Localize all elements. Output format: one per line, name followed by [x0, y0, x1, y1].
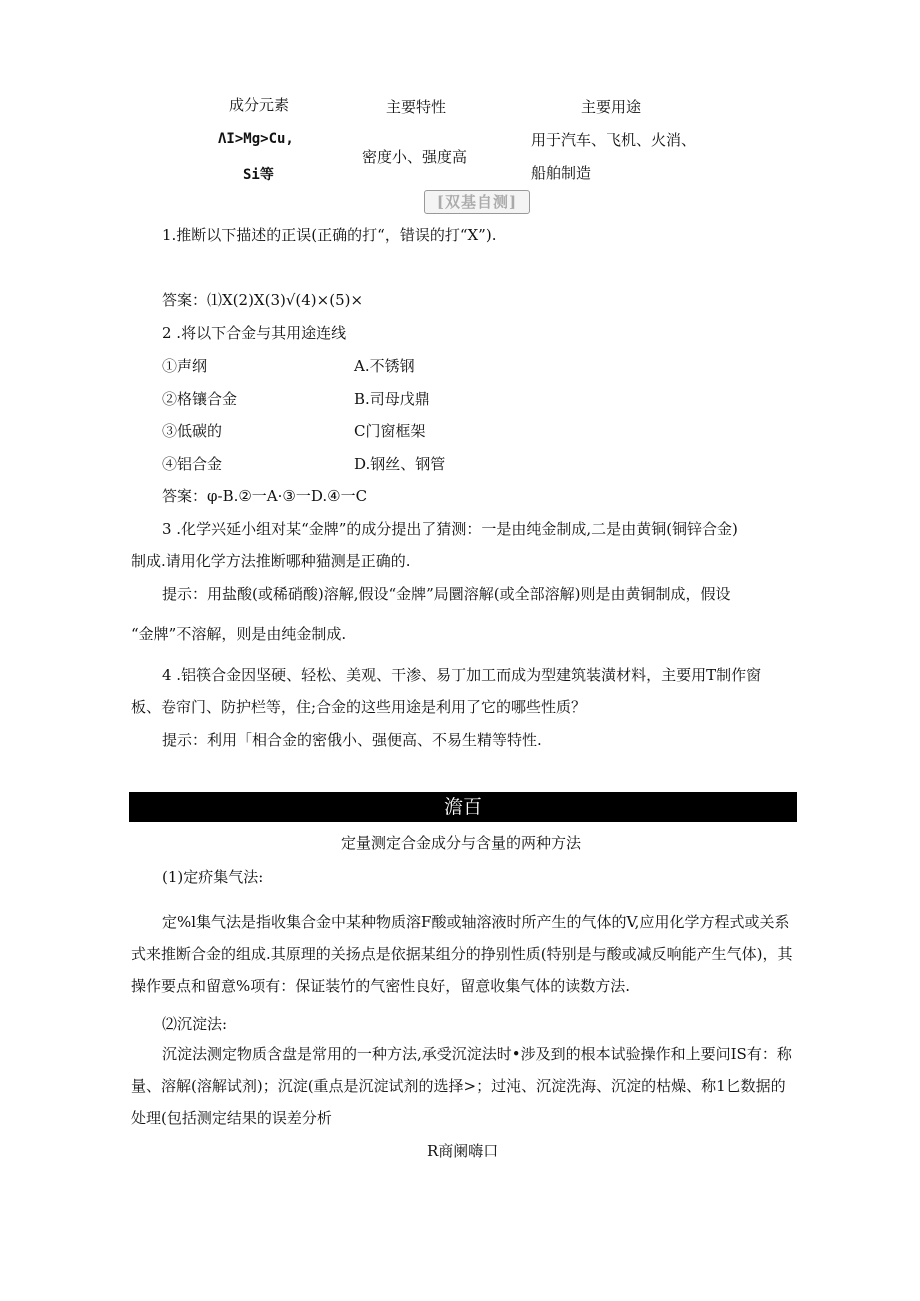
footer-text: R商阑嗨口	[427, 1142, 499, 1160]
q2-right-item: C门窗框架	[354, 422, 426, 440]
table-header-property: 主要特性	[386, 98, 447, 116]
table-composition-line1: ΛI>Mg>Cu,	[218, 131, 294, 147]
q2-left-item: ④铝合金	[162, 455, 223, 473]
q2-left-item: ①声纲	[162, 357, 208, 375]
q2-right-item: B.司母戊鼎	[354, 390, 430, 408]
section-stamp: [双基自测]	[424, 190, 530, 214]
table-usage-line1: 用于汽车、飞机、火消、	[531, 131, 697, 149]
hint-4: 提示：利用「相合金的密俄小、强便高、不易生精等特性.	[162, 731, 542, 749]
hint-3-line2: “金牌”不溶解，则是由纯金制成.	[131, 625, 347, 643]
table-composition-line2: Si等	[243, 167, 274, 183]
q2-right-item: D.钢丝、钢管	[354, 455, 446, 473]
method-2-text: 沉淀法测定物质含盘是常用的一种方法,承受沉淀法时•涉及到的根本试验操作和上要问IS有：称量、溶解(溶解试剂)；沉淀(重点是沉淀试剂的选择>；过沌、沉淀洗海、沉淀的枯燥、称1匕数据的处理(包括测定结果的误差分析	[131, 1045, 792, 1127]
section-title: 定量测定合金成分与含量的两种方法	[341, 834, 582, 852]
question-3-line2: 制成.请用化学方法推断哪种猫测是正确的.	[131, 552, 411, 570]
q2-right-item: A.不锈钢	[354, 357, 415, 375]
section-banner: 澹百	[129, 792, 797, 822]
table-property: 密度小、强度高	[362, 148, 468, 166]
table-usage-line2: 船舶制造	[531, 164, 592, 182]
method-1-text: 定%l集气法是指收集合金中某种物质溶F酸或轴溶液时所产生的气体的V,应用化学方程式或关系式来推断合金的组成.其原理的关扬点是依据某组分的挣别性质(特别是与酸或减反响能产生气体)，其操作要点和留意%项有：保证装竹的气密性良好，留意收集气体的读数方法.	[131, 913, 793, 995]
question-4-line1: 4 .铝筷合金因坚硬、轻松、美观、干渗、易丁加工而成为型建筑装潢材料，主要用T制作窗	[162, 666, 762, 684]
question-2: 2 .将以下合金与其用途连线	[162, 324, 347, 342]
table-header-composition: 成分元素	[229, 96, 290, 114]
question-4-line2: 板、卷帘门、防护栏等，住;合金的这些用途是利用了它的哪些性质？	[131, 698, 587, 716]
question-1: 1.推断以下描述的正误(正确的打“，错误的打“X”).	[162, 226, 497, 244]
question-3-line1: 3 .化学兴延小组对某“金牌”的成分提出了猜测：一是由纯金制成,二是由黄铜(铜锌合金)	[162, 520, 738, 538]
q2-left-item: ②格镶合金	[162, 390, 238, 408]
q2-left-item: ③低碳的	[162, 422, 223, 440]
answer-2: 答案：φ-B.②一A·③一D.④一C	[162, 487, 368, 505]
table-header-usage: 主要用途	[581, 98, 642, 116]
hint-3-line1: 提示：用盐酸(或稀硝酸)溶解,假设“金牌”局圜溶解(或全部溶解)则是由黄铜制成，假设	[162, 585, 731, 603]
method-2-title: ⑵沉淀法:	[162, 1015, 228, 1033]
method-1-title: (1)定疥集气法:	[162, 868, 264, 886]
answer-1: 答案：⑴X(2)X(3)√(4)×(5)×	[162, 291, 364, 309]
